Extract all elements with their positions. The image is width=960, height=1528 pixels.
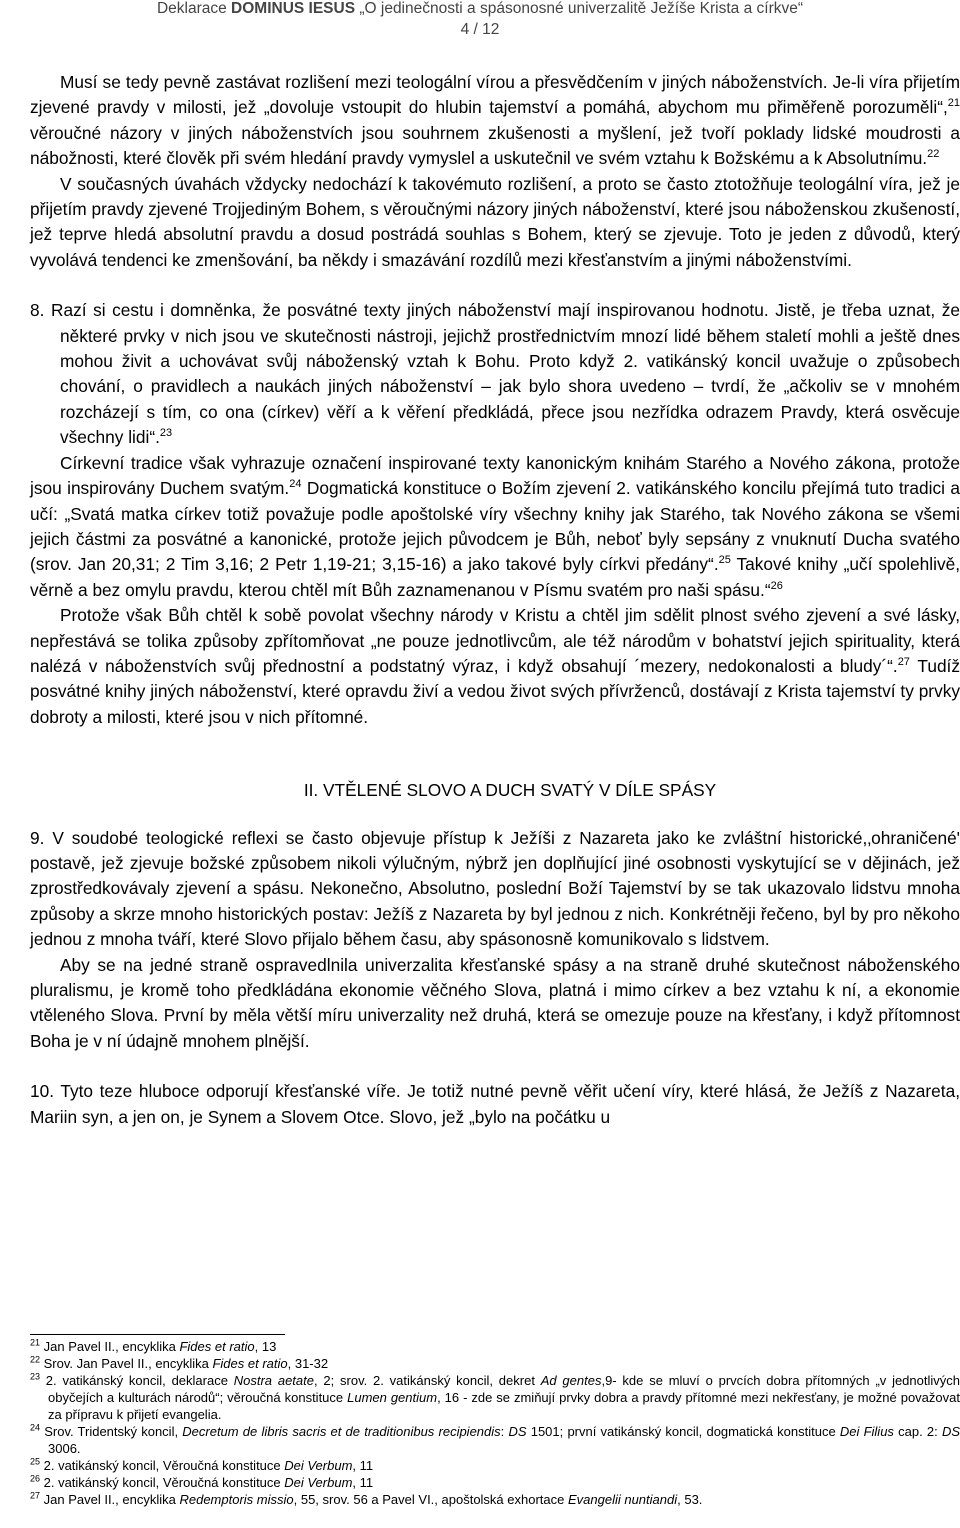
text: 3006. <box>48 1441 81 1456</box>
text: Jan Pavel II., encyklika <box>40 1339 180 1354</box>
text-italic: Fides et ratio <box>179 1339 255 1354</box>
text: , 16 - zde se zmiňují prvky dobra a pravdy přítomné mezi nekřesťany, je možné považovat za přípravu k přijetí evangelia. <box>48 1390 960 1422</box>
spacer <box>30 1054 960 1079</box>
text-italic: Decretum de libris sacris et de traditionibus recipiendis <box>182 1424 501 1439</box>
footnote-ref-21[interactable]: 21 <box>947 97 960 110</box>
header-title-bold: DOMINUS IESUS <box>231 0 356 17</box>
text: Církevní tradice však vyhrazuje označení inspirované texty kanonickým knihám Starého a Nového zákona, protože jsou inspirovány Duchem svatým. <box>30 452 960 499</box>
footnote-number: 21 <box>30 1337 41 1348</box>
footnote-22 <box>30 1355 960 1372</box>
text: Jan Pavel II., encyklika <box>40 1492 180 1507</box>
text-italic: DS <box>508 1424 527 1439</box>
footnote-number: 26 <box>30 1473 41 1484</box>
footnote-ref-24[interactable]: 24 <box>289 478 302 491</box>
text-italic: Dei Verbum <box>284 1475 353 1490</box>
footnote-ref-22[interactable]: 22 <box>927 148 940 161</box>
footnote-number: 25 <box>30 1456 41 1467</box>
text-italic: Evangelii nuntiandi <box>567 1492 678 1507</box>
text: Srov. Tridentský koncil, <box>40 1424 183 1439</box>
text-italic: DS <box>941 1424 960 1439</box>
text-italic: Fides et ratio <box>212 1356 288 1371</box>
footnote-25 <box>30 1457 960 1474</box>
spacer <box>30 804 960 826</box>
text: Protože však Bůh chtěl k sobě povolat všechny národy v Kristu a chtěl jim sdělit plnost svého zjevení a své lásky, nepřestává se tolika způsoby zpřítomňovat „ne pouze jednotlivcům, ale též národům v bohatství jejich spirituality, která nalézá v náboženstvích svůj přednostní a podstatný výraz, i když obsahují ´mezery, nedokonalosti a bludy´“. <box>30 605 960 676</box>
text: ,9- kde se mluví o prvcích dobra přítomných „v jednotlivých obyčejích a kulturách národů“; věroučná konstituce <box>48 1373 960 1405</box>
text: , 2; srov. 2. vatikánský koncil, dekret <box>313 1373 541 1388</box>
footnote-ref-25[interactable]: 25 <box>718 554 731 567</box>
footnote-23 <box>30 1372 960 1423</box>
paragraph-8-god-calls <box>30 603 960 730</box>
text: Musí se tedy pevně zastávat rozlišení mezi teologální vírou a přesvědčením v jiných náboženstvích. Je-li víra přijetím zjevené pravdy v milosti, jež „dovoluje vstoupit do hlubin tajemství a pomáhá, abychom mu přiměřeně porozuměli“, <box>30 72 960 118</box>
footnotes <box>30 1338 960 1508</box>
footnote-number: 27 <box>30 1490 41 1501</box>
header-title-prefix: Deklarace <box>156 0 232 17</box>
document-body <box>30 70 960 1130</box>
footnote-ref-27[interactable]: 27 <box>897 656 910 669</box>
paragraph-7-distinction: V současných úvahách vždycky nedochází k takovémuto rozlišení, a proto se často ztotožňuje teologální víra, jež je přijetím pravdy zjevené Trojjediným Bohem, s věroučnými názory jiných náboženství, které jsou náboženskou zkušeností, jež teprve hledá absolutní pravdu a dosud postrádá souhlas s Bohem, který se zjevuje. Toto je jeden z důvodů, který vyvolává tendenci ke zmenšování, ba někdy i smazávání rozdílů mezi křesťanstvím a jinými náboženstvími. <box>30 173 960 270</box>
text: , 11 <box>352 1458 374 1473</box>
text: 2. vatikánský koncil, Věroučná konstituce <box>40 1458 285 1473</box>
text: 8. Razí si cestu i domněnka, že posvátné texty jiných náboženství mají inspirovanou hodnotu. Jistě, je třeba uznat, že některé prvky v nich jsou ve skutečnosti nástroji, jejichž prostřednictvím mnozí lidé během staletí mohli a ještě dnes mohou živit a uchovávat svůj náboženský vztah k Bohu. Proto když 2. vatikánský koncil uvažuje o způsobech chování, o pravidlech a naukách jiných náboženství – jak bylo shora uvedeno – tvrdí, že „ačkoliv se v mnohém rozcházejí s tím, co ona (církev) věří a k věření předkládá, přece jsou nezřídka odrazem Pravdy, která osvěcuje všechny lidi“. <box>30 300 960 448</box>
text: Srov. Jan Pavel II., encyklika <box>40 1356 213 1371</box>
text-italic: Ad gentes <box>540 1373 602 1388</box>
text: : <box>500 1424 509 1439</box>
paragraph-8-tradition <box>30 451 960 603</box>
footnote-ref-26[interactable]: 26 <box>770 579 783 592</box>
text: 2. vatikánský koncil, Věroučná konstituce <box>40 1475 285 1490</box>
text: Dogmatická konstituce o Božím zjevení 2. vatikánského koncilu přejímá tuto tradici a učí: „Svatá matka církev totiž považuje podle apoštolské víry všechny knihy jak Starého, tak Nového zákona se všemi jejich částmi za posvátné a kanonické, protože jejich původcem je Bůh, neboť byly sepsány z vnuknutí Ducha svatého (srov. Jan 20,31; 2 Tim 3,16; 2 Petr 1,19-21; 3,15-16) a jako takové byly církvi předány“. <box>30 478 960 575</box>
paragraph-7-belief <box>30 70 960 172</box>
text: Takové knihy „učí spolehlivě, věrně a bez omylu pravdu, kterou chtěl mít Bůh zaznamenanou v Písmu svatém pro naši spásu.“ <box>30 554 960 600</box>
text: , 53. <box>677 1492 703 1507</box>
footnote-number: 22 <box>30 1354 41 1365</box>
footnote-27 <box>30 1491 960 1508</box>
spacer <box>30 273 960 298</box>
text-italic: Nostra aetate <box>233 1373 314 1388</box>
text: , 13 <box>254 1339 277 1354</box>
text-italic: Dei Filius <box>839 1424 894 1439</box>
text: cap. 2: <box>893 1424 942 1439</box>
paragraph-8 <box>30 298 960 450</box>
footnote-21 <box>30 1338 960 1355</box>
section-heading: II. VTĚLENÉ SLOVO A DUCH SVATÝ V DÍLE SPÁSY <box>303 780 717 801</box>
text-italic: Dei Verbum <box>284 1458 353 1473</box>
paragraph-9-economy: Aby se na jedné straně ospravedlnila univerzalita křesťanské spásy a na straně druhé skutečnost náboženského pluralismu, je kromě toho předkládána ekonomie věčného Slova, platná i mimo církev a bez vztahu k ní, a ekonomie vtěleného Slova. První by měla větší míru univerzality než druhá, která se omezuje pouze na křesťany, i když přítomnost Boha je v ní údajně mnohem plnější. <box>30 954 960 1051</box>
text-italic: Lumen gentium <box>347 1390 438 1405</box>
footnote-ref-23[interactable]: 23 <box>159 427 173 440</box>
paragraph-9: 9. V soudobé teologické reflexi se často objevuje přístup k Ježíši z Nazareta jako ke zvláštní historické,‚ohraničené' postavě, jež zjevuje božské způsobem nikoli výlučným, nýbrž jen doplňující jiné osobnosti vyskytující se v dějinách, jež zprostředkovávaly zjevení a spásu. Nekonečno, Absolutno, poslední Boží Tajemství by se tak ukazovalo lidstvu mnoha způsoby a skrze mnoho historických postav: Ježíš z Nazareta by byl jednou z nich. Konkrétněji řečeno, byl by pro někoho jednou z mnoha tváří, které Slovo přijalo během času, aby spásonosně komunikovalo s lidstvem. <box>30 827 960 950</box>
page-number: 4 / 12 <box>460 21 500 38</box>
footnote-separator <box>30 1334 285 1335</box>
footnote-24 <box>30 1423 960 1457</box>
text: Tudíž posvátné knihy jiných náboženství, které opravdu živí a vedou život svých přívrženců, dostávají z Krista tajemství ty prvky dobroty a milosti, které jsou v nich přítomné. <box>30 655 960 727</box>
footnote-26 <box>30 1474 960 1491</box>
text: , 55, srov. 56 a Pavel VI., apoštolská exhortace <box>293 1492 568 1507</box>
footnote-number: 23 <box>30 1371 41 1382</box>
text: , 31-32 <box>287 1356 329 1371</box>
paragraph-10: 10. Tyto teze hluboce odporují křesťanské víře. Je totiž nutné pevně věřit učení víry, které hlásá, že Ježíš z Nazareta, Mariin syn, a jen on, je Synem a Slovem Otce. Slovo, jež „bylo na počátku u <box>30 1081 960 1127</box>
header-title-rest: „O jedinečnosti a spásonosné univerzalitě Ježíše Krista a církve“ <box>355 0 804 17</box>
running-header <box>0 0 960 18</box>
text: , 11 <box>352 1475 374 1490</box>
text: věroučné názory v jiných náboženstvích jsou souhrnem zkušenosti a myšlení, jež tvoří poklady lidské moudrosti a nábožnosti, které člověk při svém hledání pravdy vymyslel a uskutečnil ve svém vztahu k Božskému a k Absolutnímu. <box>30 122 960 169</box>
footnote-number: 24 <box>30 1422 41 1433</box>
text: 1501; první vatikánský koncil, dogmatická konstituce <box>526 1424 840 1439</box>
spacer <box>30 730 960 778</box>
text-italic: Redemptoris missio <box>179 1492 294 1507</box>
text: 2. vatikánský koncil, deklarace <box>40 1373 234 1388</box>
